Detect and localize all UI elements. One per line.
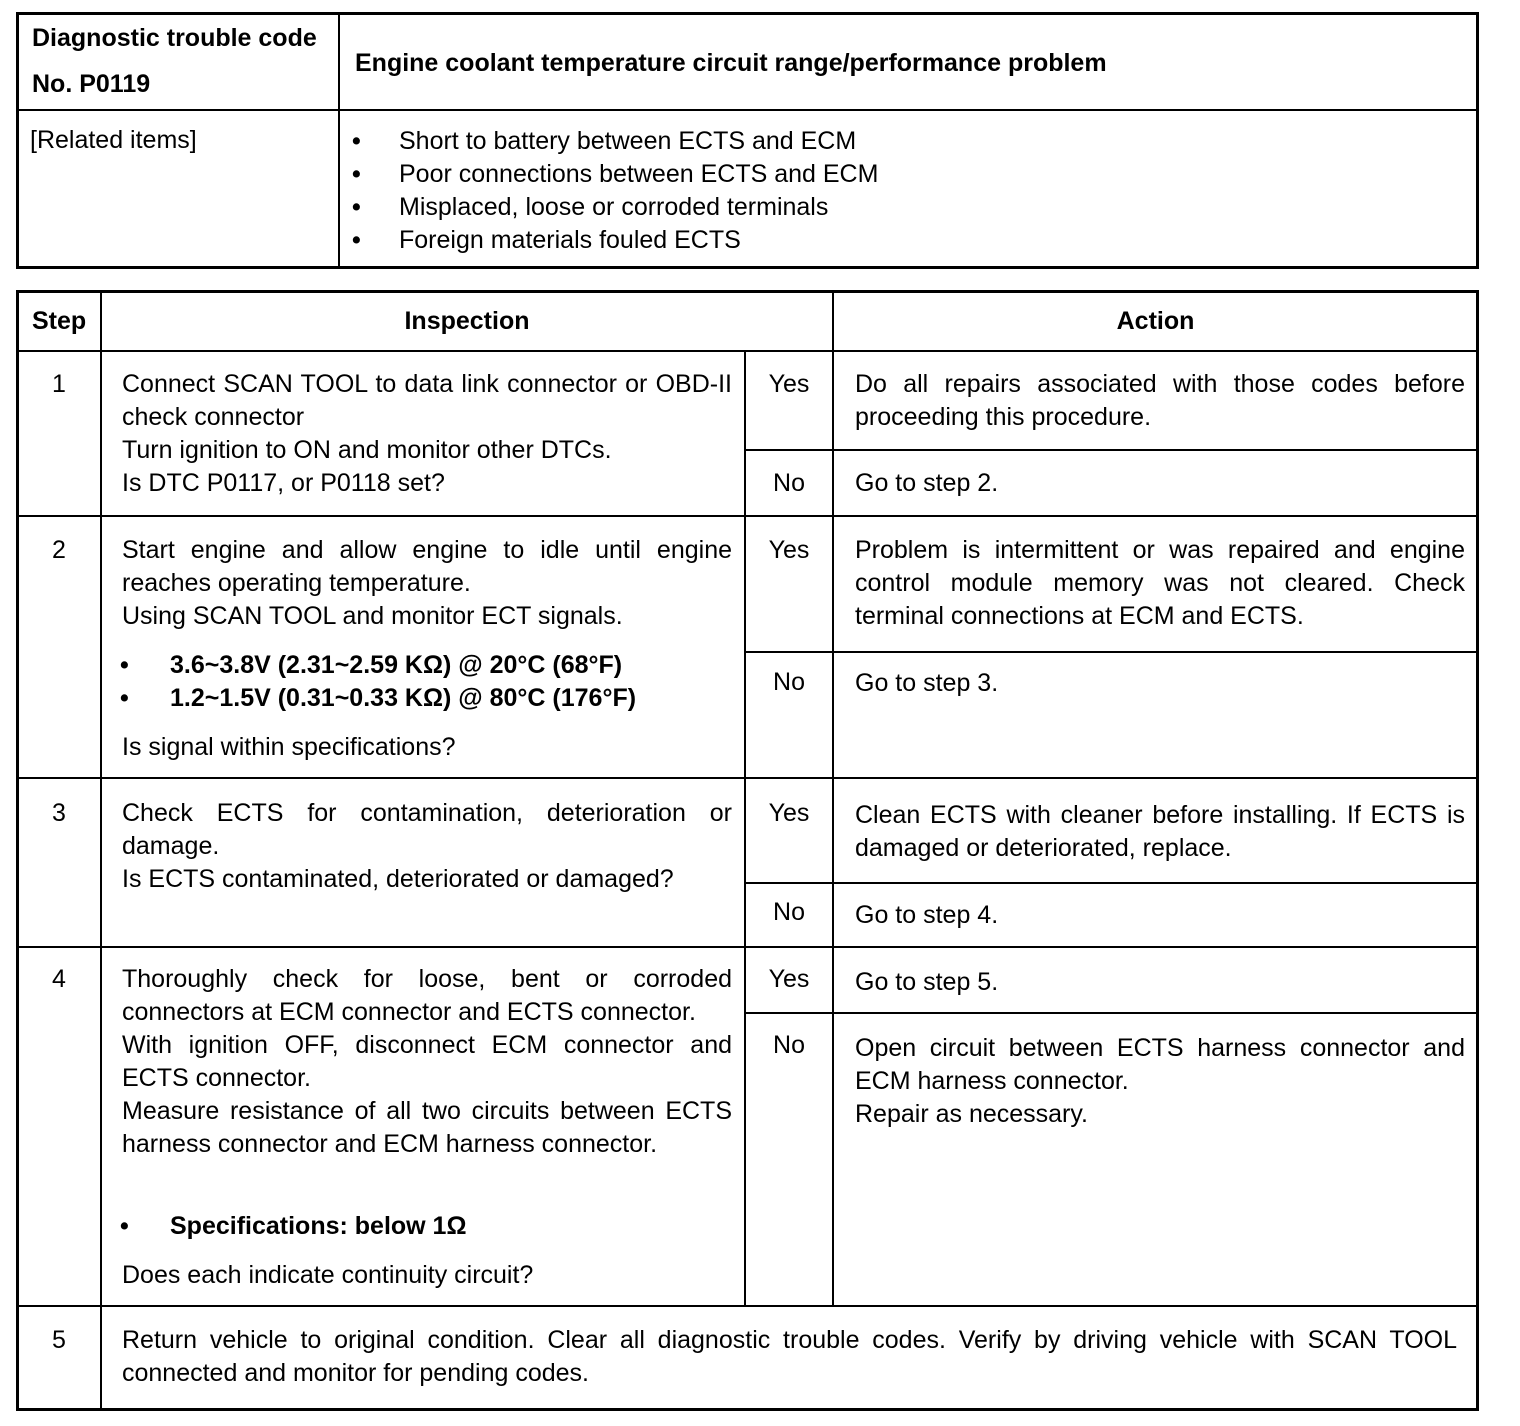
yes-action: Clean ECTS with cleaner before installing. If ECTS is damaged or deteriorated, replace.	[855, 801, 1465, 862]
inspection-question: Is signal within specifications?	[122, 733, 456, 761]
no-action: Repair as necessary.	[855, 1100, 1088, 1128]
no-action: Go to step 2.	[855, 469, 999, 497]
yes-action: Problem is intermittent or was repaired and engine control module memory was not cleared. Check terminal connections at ECM and ECTS.	[855, 536, 1465, 630]
related-item: Misplaced, loose or corroded terminals	[399, 193, 829, 221]
row-divider	[17, 1305, 1477, 1307]
bullet: •	[120, 684, 129, 712]
inspection-text: Start engine and allow engine to idle until engine reaches operating temperature.	[122, 536, 732, 597]
dtc-label: Diagnostic trouble code	[32, 24, 317, 52]
spec-item: 1.2~1.5V (0.31~0.33 KΩ) @ 80°C (176°F)	[170, 684, 637, 712]
spec-item: Specifications: below 1Ω	[170, 1212, 467, 1240]
bullet: •	[352, 226, 361, 254]
dtc-number: No. P0119	[32, 70, 151, 98]
inspection-question: Does each indicate continuity circuit?	[122, 1261, 534, 1289]
yes-action: Do all repairs associated with those codes before proceeding this procedure.	[855, 370, 1465, 431]
header-action: Action	[1116, 307, 1195, 335]
header-row-divider	[17, 350, 1477, 352]
col-divider-step	[100, 291, 102, 1409]
no-label: No	[773, 898, 805, 926]
no-label: No	[773, 1031, 805, 1059]
related-item: Poor connections between ECTS and ECM	[399, 160, 879, 188]
step-number: 3	[52, 799, 66, 827]
row-divider	[17, 777, 1477, 779]
step-number: 5	[52, 1326, 66, 1354]
header-inspection: Inspection	[404, 307, 530, 335]
yes-no-divider	[745, 449, 1477, 451]
no-action: Go to step 3.	[855, 669, 999, 697]
inspection-text: Using SCAN TOOL and monitor ECT signals.	[122, 602, 623, 630]
yes-no-divider	[745, 651, 1477, 653]
yes-action: Go to step 5.	[855, 968, 999, 996]
inspection-text: Thoroughly check for loose, bent or corroded connectors at ECM connector and ECTS connector.	[122, 965, 732, 1026]
no-action: Open circuit between ECTS harness connector and ECM harness connector.	[855, 1034, 1465, 1095]
inspection-text: Connect SCAN TOOL to data link connector or OBD-II check connector	[122, 370, 732, 431]
no-label: No	[773, 469, 805, 497]
yes-no-divider	[745, 882, 1477, 884]
bullet: •	[120, 651, 129, 679]
bullet: •	[352, 160, 361, 188]
inspection-text: With ignition OFF, disconnect ECM connector and ECTS connector.	[122, 1031, 732, 1092]
bullet: •	[352, 127, 361, 155]
step-number: 4	[52, 965, 66, 993]
related-item: Short to battery between ECTS and ECM	[399, 127, 857, 155]
related-item: Foreign materials fouled ECTS	[399, 226, 741, 254]
yes-label: Yes	[768, 536, 810, 564]
no-action: Go to step 4.	[855, 901, 999, 929]
inspection-question: Is ECTS contaminated, deteriorated or damaged?	[122, 865, 674, 893]
inspection-text: Measure resistance of all two circuits between ECTS harness connector and ECM harness connector.	[122, 1097, 732, 1158]
col-divider-action	[832, 291, 834, 1306]
dtc-header-divider	[338, 13, 340, 267]
step-number: 1	[52, 370, 66, 398]
row-divider	[17, 515, 1477, 517]
step-number: 2	[52, 536, 66, 564]
inspection-text: Turn ignition to ON and monitor other DTCs.	[122, 436, 612, 464]
bullet: •	[352, 193, 361, 221]
final-step-text: Return vehicle to original condition. Clear all diagnostic trouble codes. Verify by driving vehicle with SCAN TOOL connected and monitor for pending codes.	[122, 1326, 1457, 1387]
spec-item: 3.6~3.8V (2.31~2.59 KΩ) @ 20°C (68°F)	[170, 651, 623, 679]
yes-no-divider	[745, 1012, 1477, 1014]
dtc-header-row-divider	[17, 109, 1477, 111]
inspection-question: Is DTC P0117, or P0118 set?	[122, 469, 445, 497]
related-items-label: [Related items]	[30, 126, 197, 154]
row-divider	[17, 946, 1477, 948]
dtc-title: Engine coolant temperature circuit range/performance problem	[355, 49, 1107, 77]
yes-label: Yes	[768, 965, 810, 993]
yes-label: Yes	[768, 799, 810, 827]
inspection-text: Check ECTS for contamination, deterioration or damage.	[122, 799, 732, 860]
yes-label: Yes	[768, 370, 810, 398]
header-step: Step	[32, 307, 87, 335]
no-label: No	[773, 668, 805, 696]
bullet: •	[120, 1212, 129, 1240]
